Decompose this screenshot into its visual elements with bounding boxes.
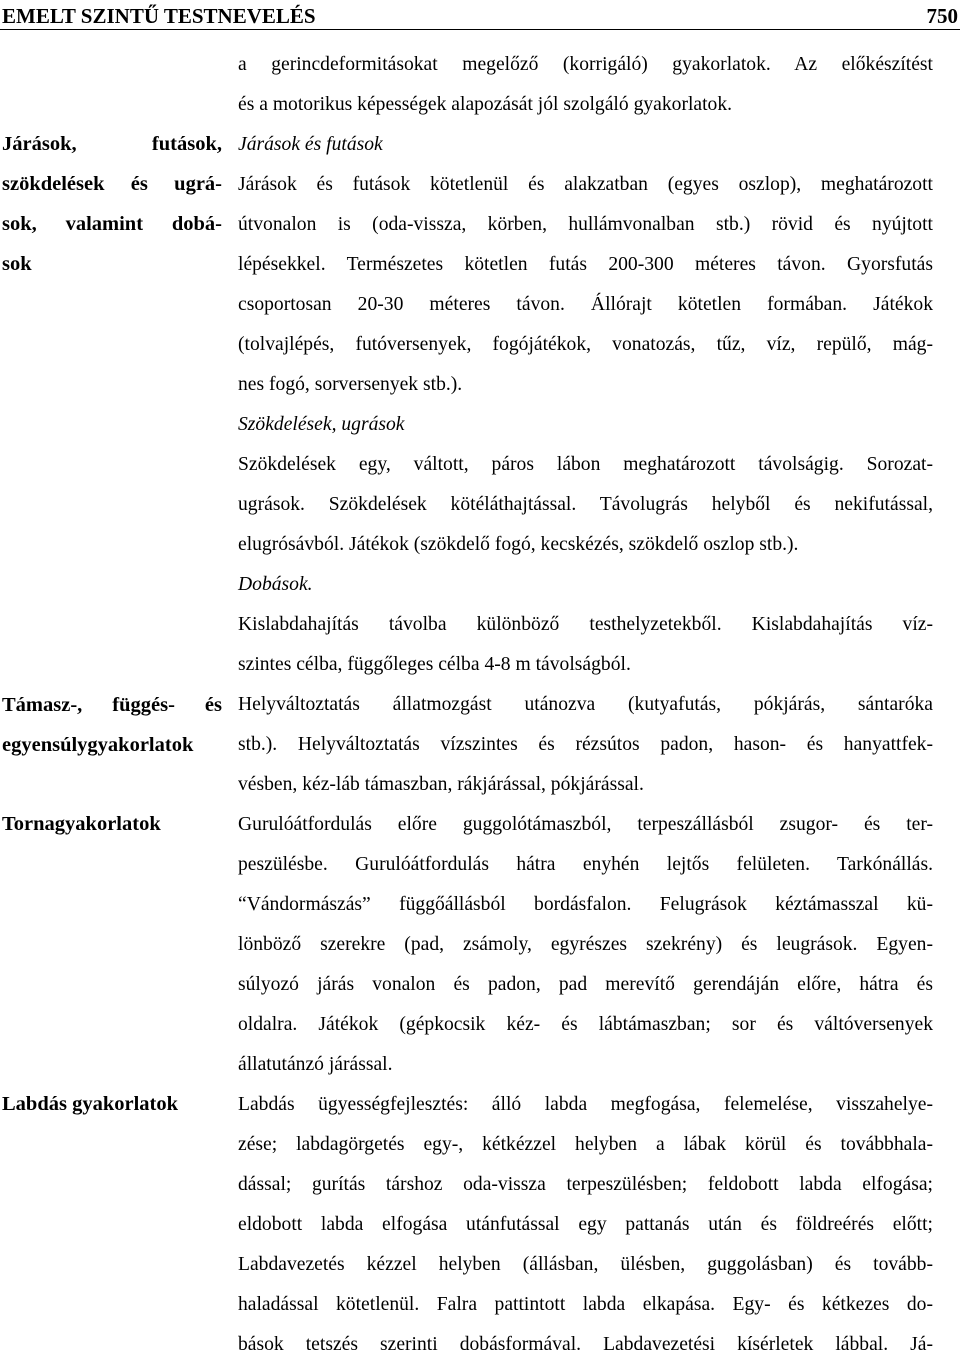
text-line: csoportosan 20-30 méteres távon. Állórajt kötetlen formában. Játékok: [238, 294, 933, 315]
main-text-intro: [238, 45, 933, 1365]
text-line: Labdás ügyességfejlesztés: álló labda megfogása, felemelése, visszahelye-: [238, 1094, 933, 1115]
side-heading-labdas: [2, 1084, 222, 1124]
text-line: Helyváltoztatás állatmozgást utánozva (kutyafutás, pókjárás, sántaróka: [238, 694, 933, 715]
text-line: “Vándormászás” függőállásból bordásfalon. Felugrások kéztámasszal kü-: [238, 894, 933, 915]
subsection-title-szokdelesek: Szökdelések, ugrások: [238, 414, 405, 435]
text-line: (tolvajlépés, futóversenyek, fogójátékok, vonatozás, tűz, víz, repülő, mág-: [238, 334, 933, 355]
side-heading-line: Tornagyakorlatok: [2, 813, 161, 835]
text-line: oldalra. Játékok (gépkocsik kéz- és lábtámaszban; sor és váltóversenyek: [238, 1014, 933, 1035]
side-heading-line: Támasz-, függés- és: [2, 694, 222, 716]
side-heading-line: Járások, futások,: [2, 133, 222, 155]
text-line: lönböző szerekre (pad, zsámoly, egyrészes szekrény) és leugrások. Egyen-: [238, 934, 933, 955]
text-line: stb.). Helyváltoztatás vízszintes és rézsútos padon, hason- és hanyattfek-: [238, 734, 933, 755]
text-line: haladással kötetlenül. Falra pattintott labda elkapása. Egy- és kétkezes do-: [238, 1294, 933, 1315]
side-heading-line: Labdás gyakorlatok: [2, 1093, 179, 1115]
side-heading-torna: [2, 804, 222, 844]
text-line: dással; gurítás társhoz oda-vissza terpeszülésben; feldobott labda elfogása;: [238, 1174, 933, 1195]
text-line: súlyozó járás vonalon és padon, pad merevítő gerendáján előre, hátra és: [238, 974, 933, 995]
text-line: lépésekkel. Természetes kötetlen futás 200-300 méteres távon. Gyorsfutás: [238, 254, 933, 275]
side-heading-tamasz: [2, 685, 222, 765]
text-line: bások tetszés szerinti dobásformával. Labdavezetési kísérletek lábbal. Já-: [238, 1334, 933, 1355]
text-line: állatutánzó járással.: [238, 1054, 393, 1075]
side-heading-line: szökdelések és ugrá-: [2, 173, 222, 195]
text-line: peszülésbe. Gurulóátfordulás hátra enyhén lejtős felületen. Tarkónállás.: [238, 854, 933, 875]
side-heading-jarasok: [2, 124, 222, 284]
page-number: 750: [926, 4, 958, 28]
side-heading-line: egyensúlygyakorlatok: [2, 734, 194, 756]
text-line: Labdavezetés kézzel helyben (állásban, ülésben, guggolásban) és tovább-: [238, 1254, 933, 1275]
text-line: szintes célba, függőleges célba 4-8 m távolságból.: [238, 654, 631, 675]
text-line: ugrások. Szökdelések kötéláthajtással. Távolugrás helyből és nekifutással,: [238, 494, 933, 515]
side-heading-line: sok, valamint dobá-: [2, 213, 222, 235]
side-heading-line: sok: [2, 253, 32, 275]
text-line: Járások és futások kötetlenül és alakzatban (egyes oszlop), meghatározott: [238, 174, 933, 195]
text-line: Szökdelések egy, váltott, páros lábon meghatározott távolságig. Sorozat-: [238, 454, 933, 475]
text-line: Kislabdahajítás távolba különböző testhelyzetekből. Kislabdahajítás víz-: [238, 614, 933, 635]
text-line: Gurulóátfordulás előre guggolótámaszból, terpeszállásból zsugor- és ter-: [238, 814, 933, 835]
subsection-title-dobasok: Dobások.: [238, 574, 313, 595]
text-line: zése; labdagörgetés egy-, kétkézzel helyben a lábak körül és továbbhala-: [238, 1134, 933, 1155]
subsection-title-jarasok: Járások és futások: [238, 134, 383, 155]
text-line: eldobott labda elfogása utánfutással egy pattanás után és földreérés előtt;: [238, 1214, 933, 1235]
header-rule: [0, 29, 960, 30]
text-line: nes fogó, sorversenyek stb.).: [238, 374, 463, 395]
text-line: elugrósávból. Játékok (szökdelő fogó, kecskézés, szökdelő oszlop stb.).: [238, 534, 799, 555]
page-header: [0, 0, 960, 34]
running-title: EMELT SZINTŰ TESTNEVELÉS: [2, 4, 316, 28]
text-line: és a motorikus képességek alapozását jól szolgáló gyakorlatok.: [238, 94, 733, 115]
text-line: vésben, kéz-láb támaszban, rákjárással, pókjárással.: [238, 774, 644, 795]
text-line: útvonalon is (oda-vissza, körben, hullámvonalban stb.) rövid és nyújtott: [238, 214, 933, 235]
text-line: a gerincdeformitásokat megelőző (korrigáló) gyakorlatok. Az előkészítést: [238, 54, 933, 75]
